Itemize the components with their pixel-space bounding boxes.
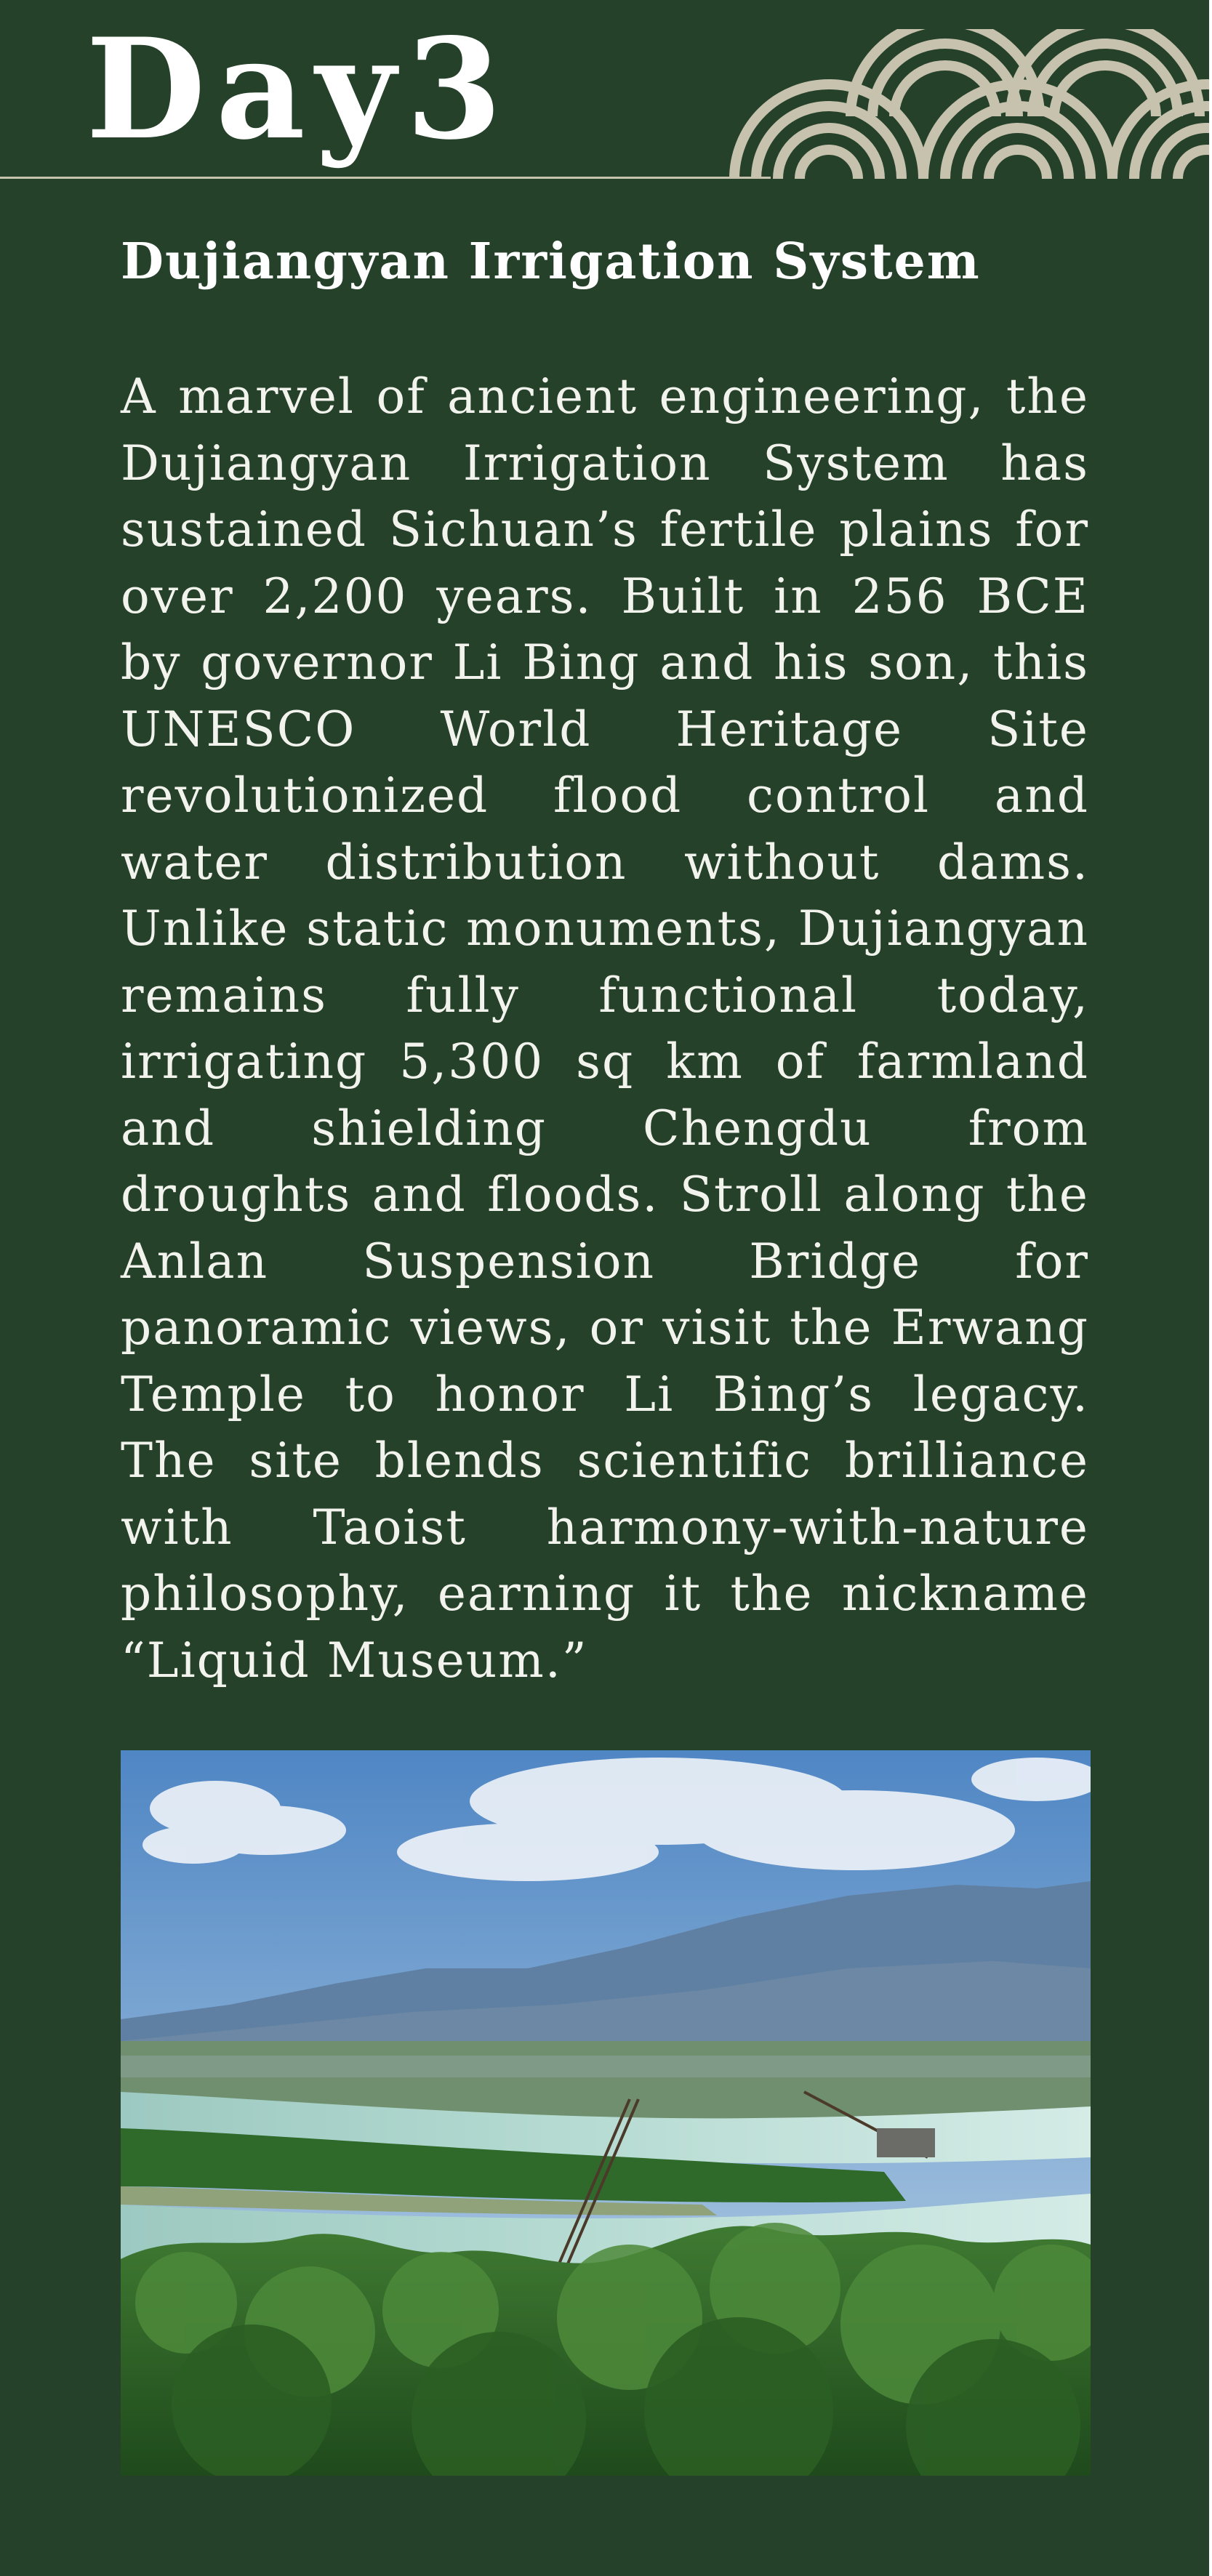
body-paragraph: A marvel of ancient engineering, the Dujiangyan Irrigation System has sustained Sichuan’s fertile plains for over 2,200 years. Built in 256 BCE by governor Li Bing and his son, this UNESCO World Heritage Site revolutionized flood control and water distribution without dams. Unlike static monuments, Dujiangyan remains fully functional today, irrigating 5,300 sq km of farmland and shielding Chengdu from droughts and floods. Stroll along the Anlan Suspension Bridge for panoramic views, or visit the Erwang Temple to honor Li Bing’s legacy. The site blends scientific brilliance with Taoist harmony-with-nature philosophy, earning it the nickname “Liquid Museum.” (121, 369, 1089, 1689)
wave-pattern-decoration (727, 29, 1212, 179)
header-divider (0, 177, 771, 179)
dujiangyan-landscape-photo (121, 1750, 1091, 2476)
page-edge (1209, 0, 1212, 2576)
day-title: Day3 (86, 8, 513, 170)
section-title: Dujiangyan Irrigation System (121, 233, 981, 291)
